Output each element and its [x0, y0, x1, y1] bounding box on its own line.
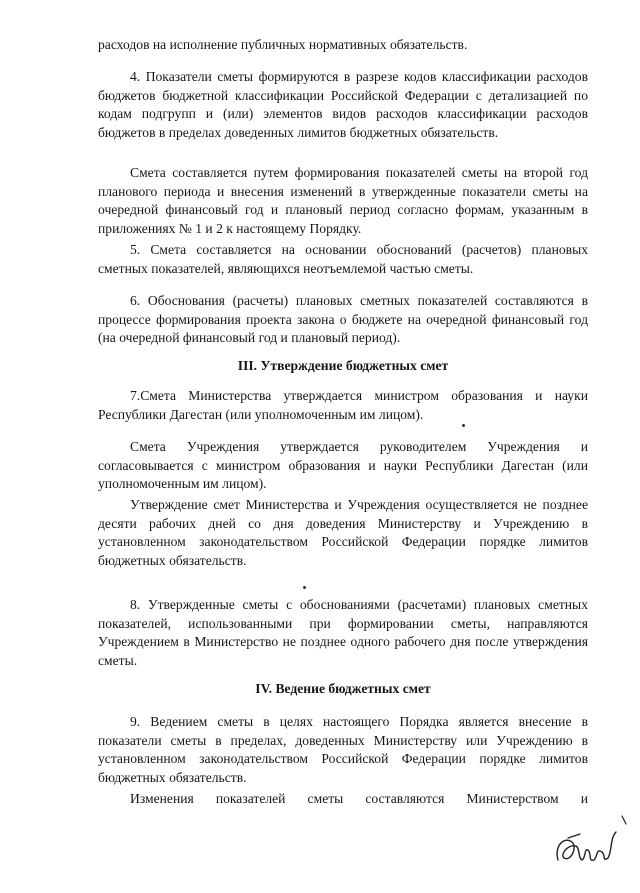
paragraph-continuation: расходов на исполнение публичных нормативных обязательств. — [98, 37, 468, 52]
paragraph-item-7: 7.Смета Министерства утверждается министром образования и науки Республики Дагестан (или уполномоченным им лицом). — [98, 388, 588, 422]
paragraph-smeta-formation: Смета составляется путем формирования показателей сметы на второй год планового периода и внесения изменений в утвержденные показатели сметы на очередной финансовый год и плановый период согласно формам, указанным в приложениях № 1 и 2 к настоящему Порядку. — [98, 165, 588, 236]
paragraph-item-6: 6. Обоснования (расчеты) плановых сметных показателей составляются в процессе формирования проекта закона о бюджете на очередной финансовый год (на очередной финансовый год и плановый период). — [98, 293, 588, 346]
scan-speck — [462, 424, 465, 427]
handwritten-signature — [550, 808, 630, 878]
paragraph-item-8: 8. Утвержденные сметы с обоснованиями (расчетами) плановых сметных показателей, использованными при формировании сметы, направляются Учреждением в Министерство не позднее одного рабочего дня после утверждения сметы. — [98, 597, 588, 668]
paragraph-item-5: 5. Смета составляется на основании обоснований (расчетов) плановых сметных показателей, являющихся неотъемлемой частью сметы. — [98, 242, 588, 276]
paragraph-institution-smeta: Смета Учреждения утверждается руководителем Учреждения и согласовывается с министром образования и науки Республики Дагестан (или уполномоченным им лицом). — [98, 439, 588, 492]
paragraph-approval-deadline: Утверждение смет Министерства и Учреждения осуществляется не позднее десяти рабочих дней со дня доведения Министерству и Учреждению в установленном законодательством Российской Федерации порядке лимитов бюджетных обязательств. — [98, 497, 588, 568]
paragraph-item-4: 4. Показатели сметы формируются в разрезе кодов классификации расходов бюджетов бюджетной классификации Российской Федерации с детализацией по кодам подгрупп и (или) элементов видов расходов классификации расходов бюджетов в пределах доведенных лимитов бюджетных обязательств. — [98, 69, 588, 140]
section-heading-4: IV. Ведение бюджетных смет — [255, 681, 431, 696]
paragraph-item-9: 9. Ведением сметы в целях настоящего Порядка является внесение в показатели сметы в пределах, доведенных Министерству или Учреждению в установленном законодательством Российской Федерации порядке лимитов бюджетных обязательств. — [98, 714, 588, 785]
scan-speck — [303, 586, 306, 589]
paragraph-changes: Изменения показателей сметы составляются Министерством и — [130, 791, 588, 806]
section-heading-3: III. Утверждение бюджетных смет — [237, 358, 449, 373]
